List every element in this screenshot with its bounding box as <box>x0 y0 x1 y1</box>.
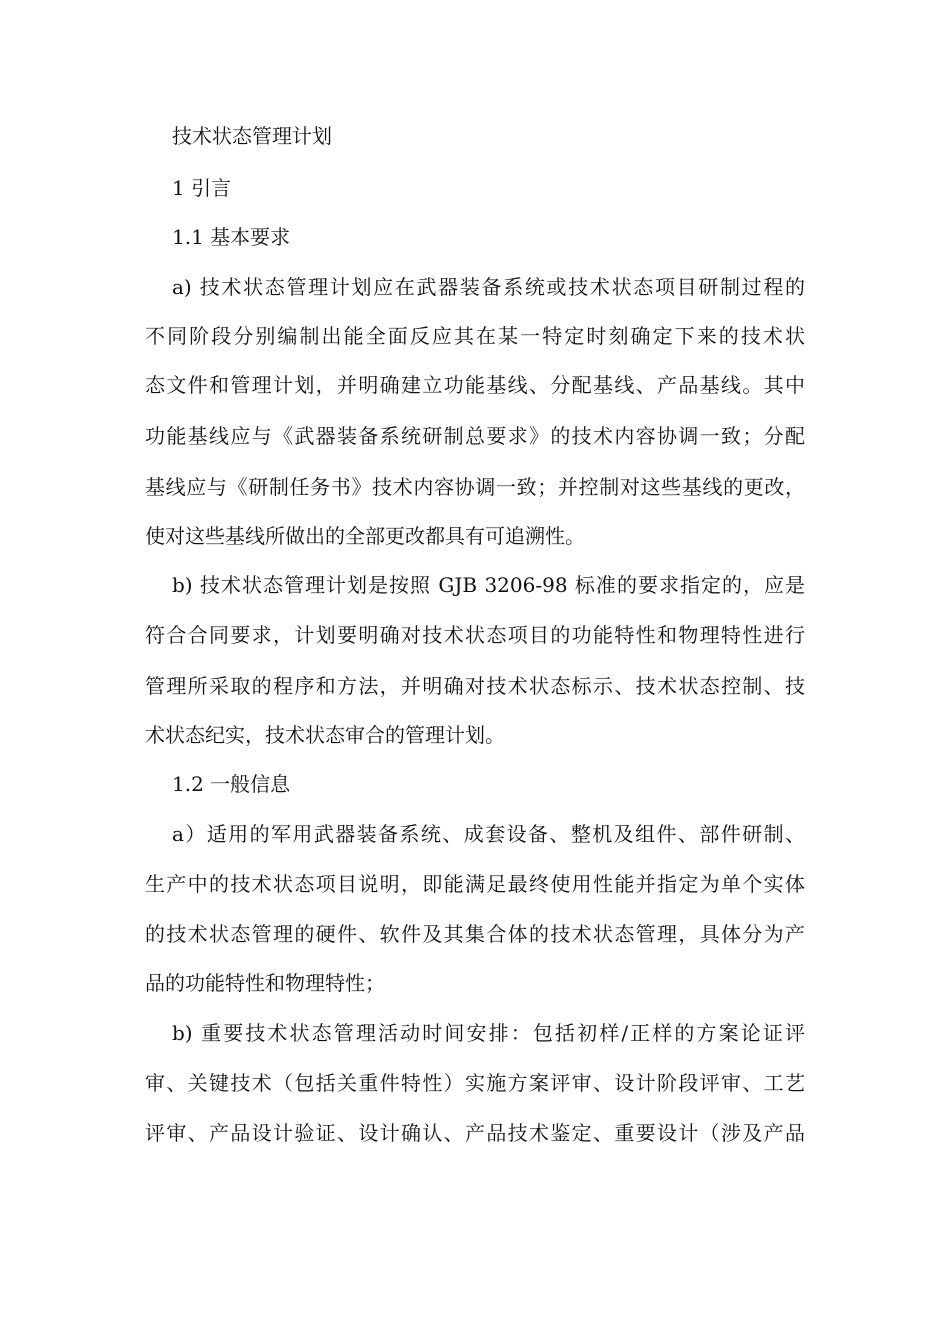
paragraph-d-line: 审、关键技术（包括关重件特性）实施方案评审、设计阶段评审、工艺 <box>145 1071 805 1095</box>
paragraph-b-line: 管理所采取的程序和方法，并明确对技术状态标示、技术状态控制、技 <box>145 674 805 698</box>
paragraph-d-line: 评审、产品设计验证、设计确认、产品技术鉴定、重要设计（涉及产品 <box>145 1121 805 1145</box>
section-heading-1: 1 引言 <box>172 176 232 200</box>
paragraph-a-line: 不同阶段分别编制出能全面反应其在某一特定时刻确定下来的技术状 <box>145 324 805 348</box>
paragraph-a-line: 功能基线应与《武器装备系统研制总要求》的技术内容协调一致；分配 <box>145 424 805 448</box>
document-title: 技术状态管理计划 <box>172 124 332 148</box>
paragraph-c-line: a）适用的军用武器装备系统、成套设备、整机及组件、部件研制、 <box>172 822 805 846</box>
paragraph-c-line: 品的功能特性和物理特性； <box>145 971 385 995</box>
section-heading-1-2: 1.2 一般信息 <box>172 772 291 796</box>
paragraph-c-line: 的技术状态管理的硬件、软件及其集合体的技术状态管理，具体分为产 <box>145 922 805 946</box>
paragraph-b-line: b) 技术状态管理计划是按照 GJB 3206-98 标准的要求指定的，应是 <box>172 573 805 597</box>
paragraph-c-line: 生产中的技术状态项目说明，即能满足最终使用性能并指定为单个实体 <box>145 872 805 896</box>
paragraph-a-line: 基线应与《研制任务书》技术内容协调一致；并控制对这些基线的更改， <box>145 475 805 499</box>
paragraph-d-line: b) 重要技术状态管理活动时间安排：包括初样/正样的方案论证评 <box>172 1021 805 1045</box>
paragraph-a-line: 态文件和管理计划，并明确建立功能基线、分配基线、产品基线。其中 <box>145 373 805 397</box>
paragraph-b-line: 符合合同要求，计划要明确对技术状态项目的功能特性和物理特性进行 <box>145 623 805 647</box>
paragraph-b-line: 术状态纪实，技术状态审合的管理计划。 <box>145 723 505 747</box>
paragraph-a-line: 使对这些基线所做出的全部更改都具有可追溯性。 <box>145 524 585 548</box>
section-heading-1-1: 1.1 基本要求 <box>172 225 291 249</box>
paragraph-a-line: a) 技术状态管理计划应在武器装备系统或技术状态项目研制过程的 <box>172 275 805 299</box>
